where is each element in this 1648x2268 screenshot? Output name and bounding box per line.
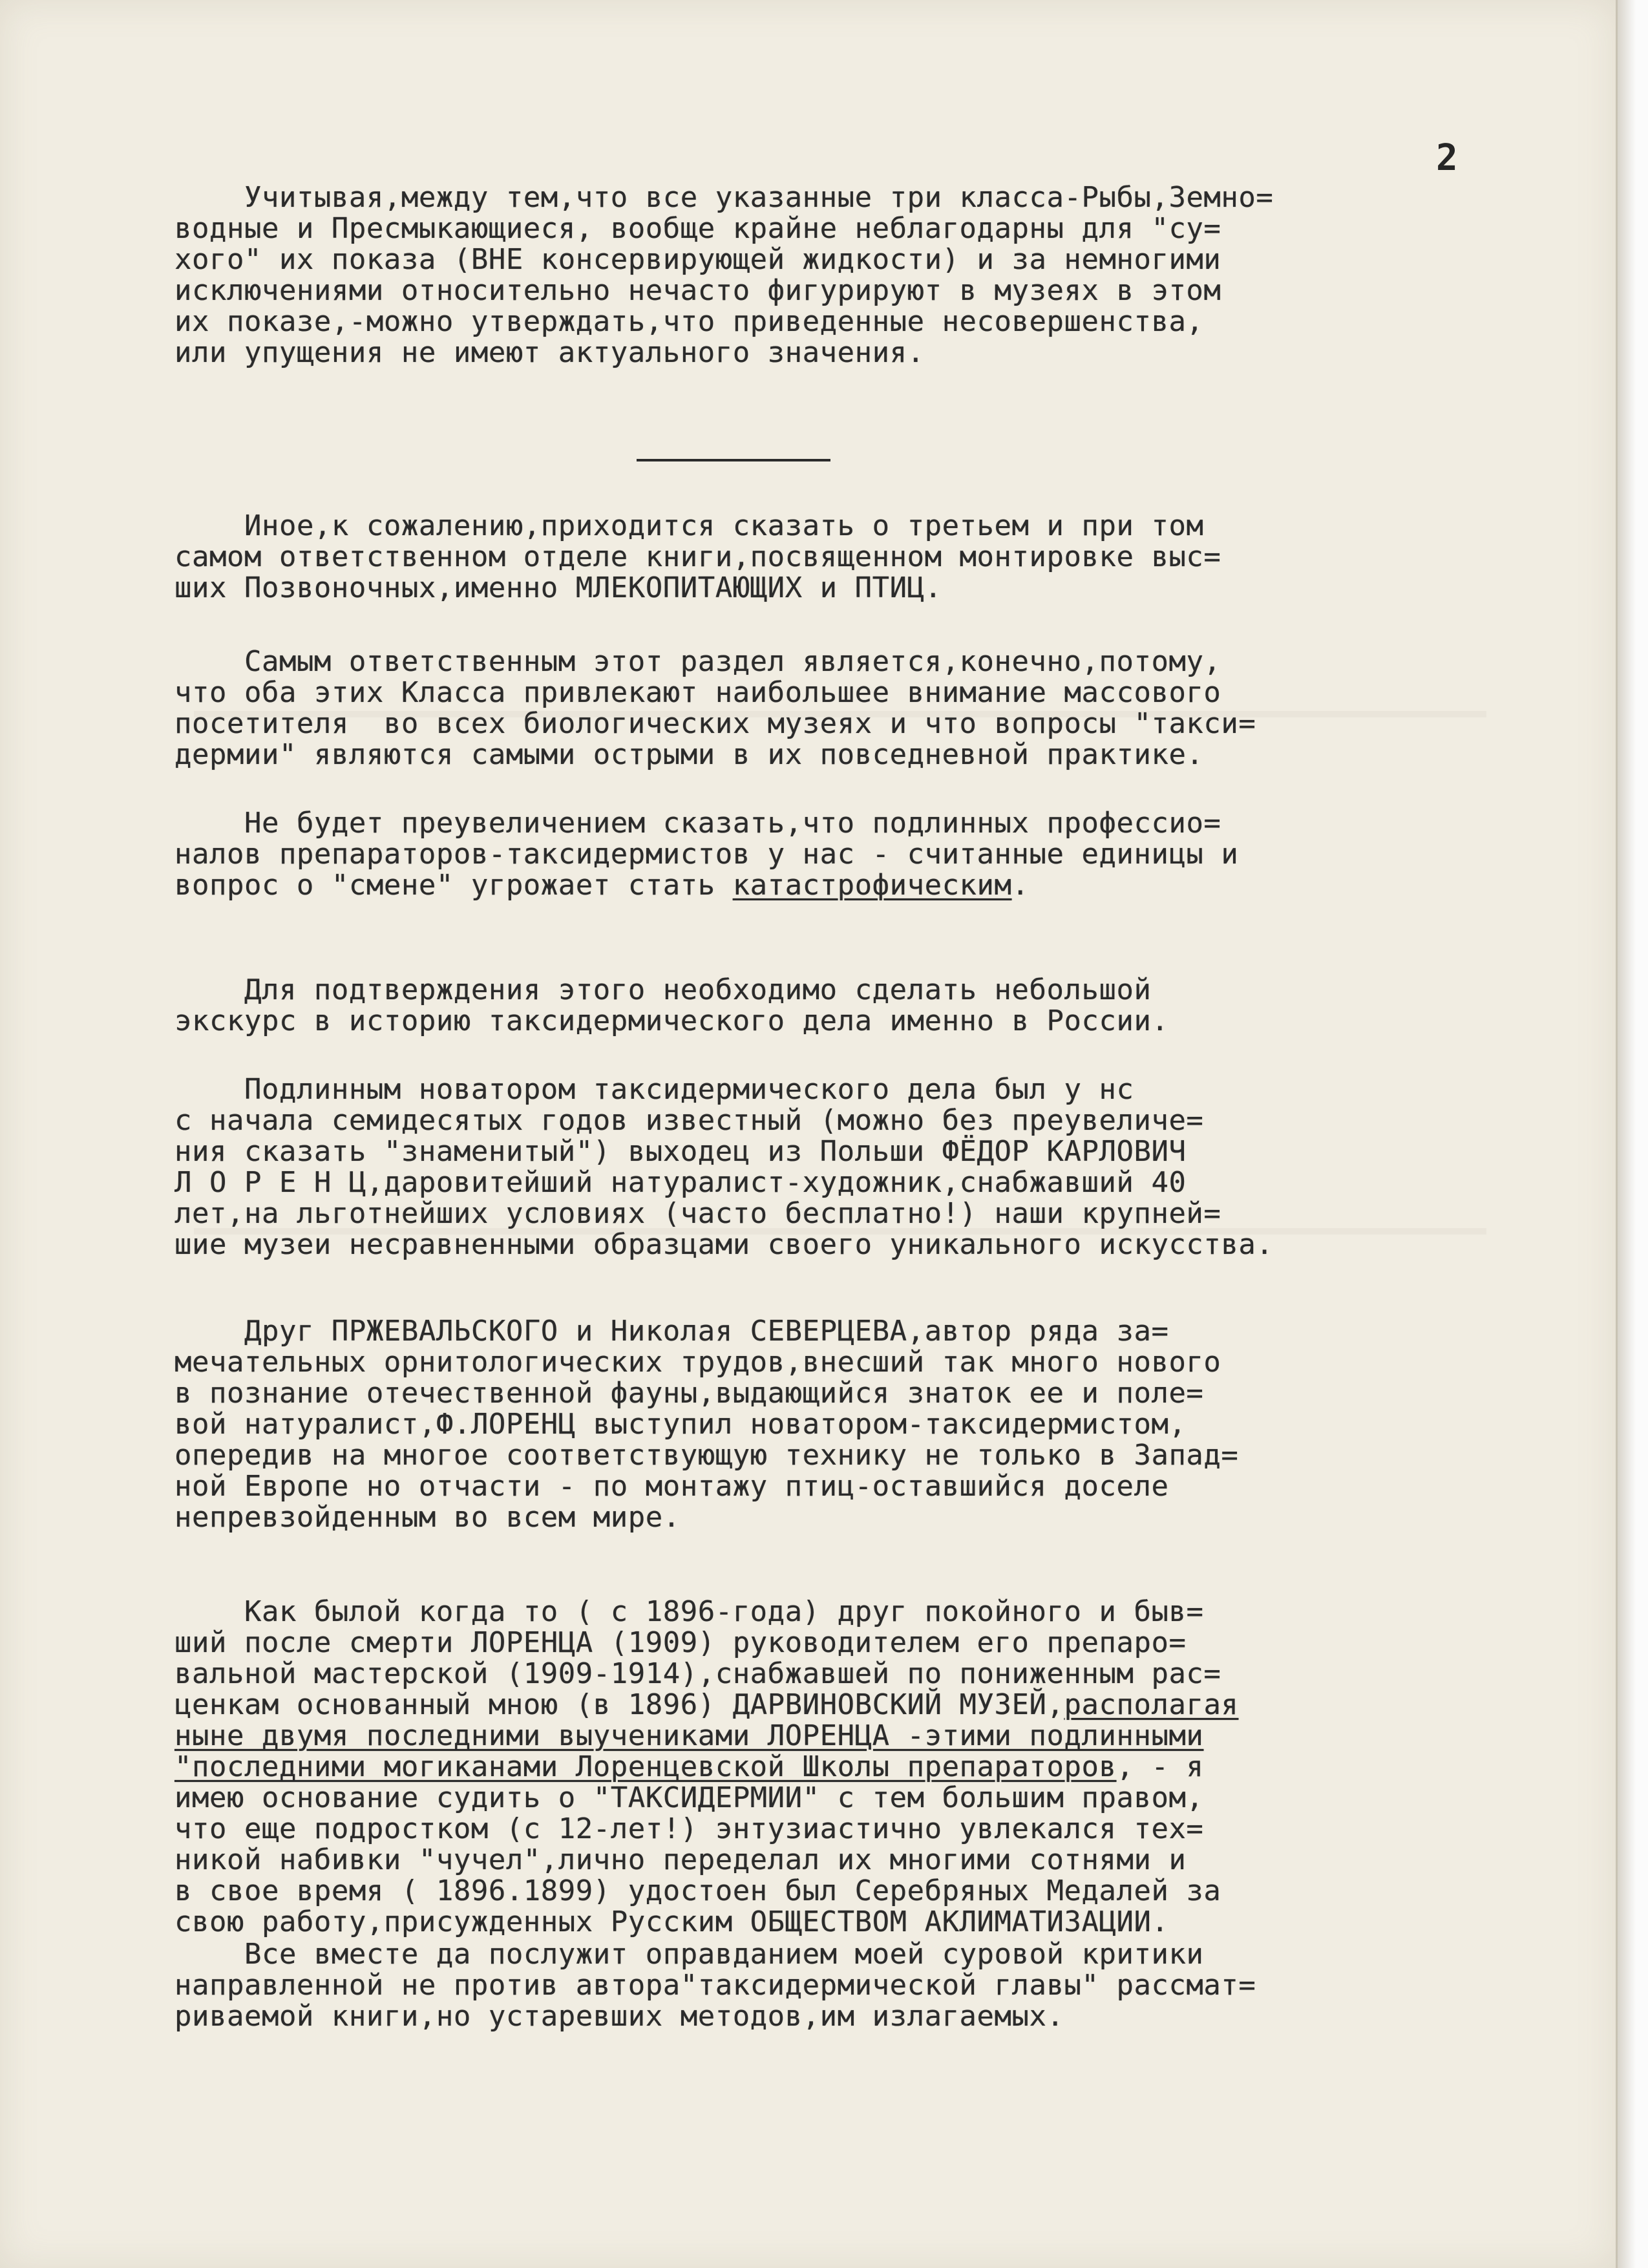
paragraph-9: Все вместе да послужит оправданием моей суровой критики направленной не против автора"таксидермической главы" рассмат= риваемой книги,но устаревших методов,им излагаемых. xyxy=(174,1938,1256,2033)
paragraph-4-end: . xyxy=(1011,869,1030,902)
paragraph-8-text: Как былой когда то ( с 1896-года) друг покойного и быв= ший после смерти ЛОРЕНЦА (1909) руководителем его препаро= вальной мастерской (1909-1914),снабжавшей по пониженным рас= ценкам основанный мною (в 1896) ДАРВИНОВСКИЙ МУЗЕЙ, xyxy=(174,1595,1221,1721)
page-edge xyxy=(1618,0,1648,2268)
paragraph-2: Иное,к сожалению,приходится сказать о третьем и при том самом ответственном отделе книги,посвященном монтировке выс= ших Позвоночных,именно МЛЕКОПИТАЮЩИХ и ПТИЦ. xyxy=(174,509,1221,604)
paragraph-8 xyxy=(174,1596,1493,1938)
section-divider xyxy=(637,459,830,461)
paragraph-8-end: , - я имею основание судить о "ТАКСИДЕРМИИ" с тем большим правом, что еще подростком (с 12-лет!) энтузиастично увлекался тех= никой набивки "чучел",лично переделал их многими сотнями и в свое время ( 1896.1899) удостоен был Серебряных Медалей за свою работу,присужденных Русским ОБЩЕСТВОМ АКЛИМАТИЗАЦИИ. xyxy=(174,1750,1221,1938)
paragraph-7: Друг ПРЖЕВАЛЬСКОГО и Николая СЕВЕРЦЕВА,автор ряда за= мечательных орнитологических трудов,внесший так много нового в познание отечественной фауны,выдающийся знаток ее и поле= вой натуралист,Ф.ЛОРЕНЦ выступил новатором-таксидермистом, опередив на многое соответствующую технику не только в Запад= ной Европе но отчасти - по монтажу птиц-оставшийся доселе непревзойденным во всем мире. xyxy=(174,1315,1239,1534)
page-number: 2 xyxy=(1436,137,1458,179)
underlined-word: катастрофическим xyxy=(732,869,1012,902)
paragraph-6: Подлинным новатором таксидермического дела был у нс с начала семидесятых годов известный (можно без преувеличе= ния сказать "знаменитый") выходец из Польши ФЁДОР КАРЛОВИЧ Л О Р Е Н Ц,даровитейший натуралист-художник,снабжавший 40 лет,на льготнейших условиях (часто бесплатно!) наши крупней= шие музеи несравненными образцами своего уникального искусства. xyxy=(174,1073,1274,1261)
paragraph-1: Учитывая,между тем,что все указанные три класса-Рыбы,Земно= водные и Пресмыкающиеся, вообще крайне неблагодарны для "су= хого" их показа (ВНЕ консервирующей жидкости) и за немногими исключениями относительно нечасто фигурируют в музеях в этом их показе,-можно утверждать,что приведенные несовершенства, или упущения не имеют актуального значения. xyxy=(174,181,1274,369)
paragraph-5: Для подтверждения этого необходимо сделать небольшой экскурс в историю таксидермического дела именно в России. xyxy=(174,973,1169,1037)
paragraph-4-text: Не будет преувеличением сказать,что подлинных профессио= налов препараторов-таксидермистов у нас - считанные единицы и вопрос о "смене" угрожает стать xyxy=(174,807,1239,902)
underlined-passage: располагая ныне двумя последними выучениками ЛОРЕНЦА -этими подлинными "последними могиканами Лоренцевской Школы препараторов xyxy=(174,1688,1239,1783)
paragraph-4 xyxy=(174,808,1493,901)
paragraph-3: Самым ответственным этот раздел является,конечно,потому, что оба этих Класса привлекают наибольшее внимание массового посетителя во всех биологических музеях и что вопросы "такси= дермии" являются самыми острыми в их повседневной практике. xyxy=(174,645,1256,771)
